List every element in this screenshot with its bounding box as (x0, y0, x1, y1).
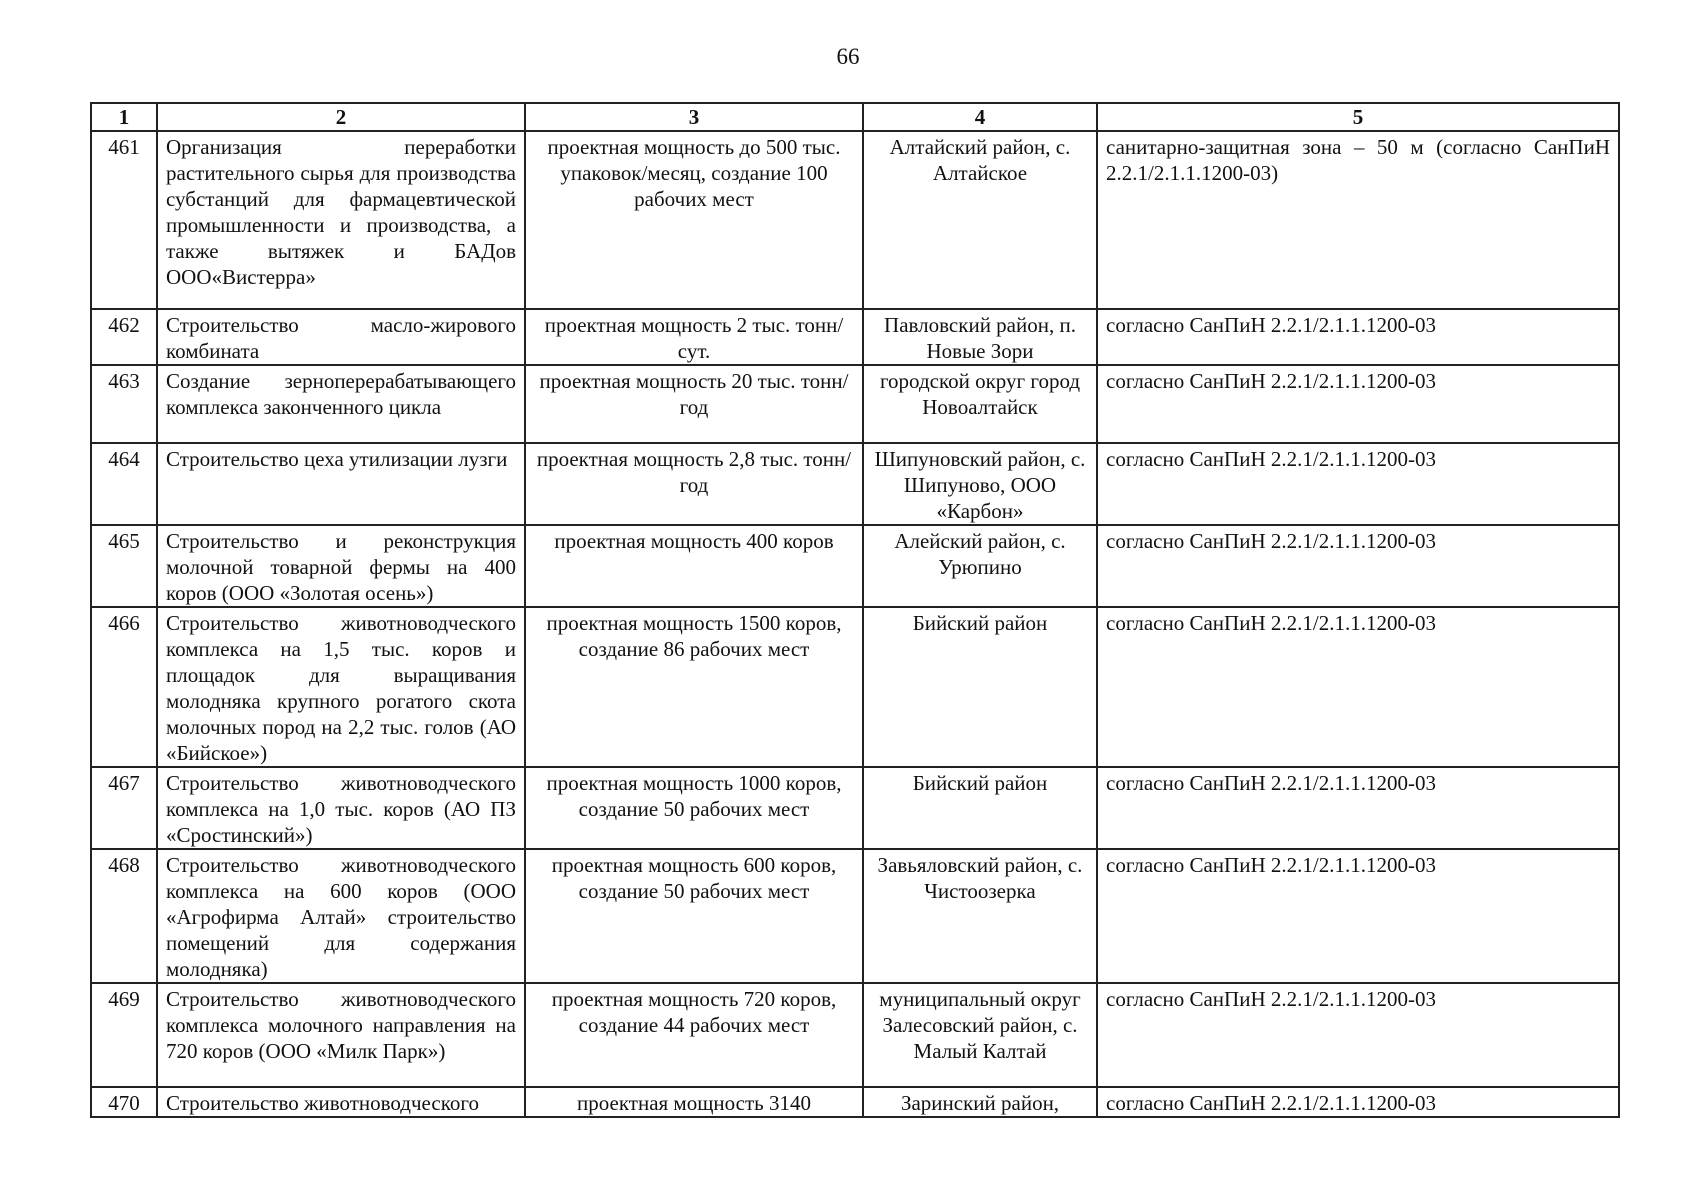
row-number: 468 (91, 849, 157, 983)
project-description: Строительство животноводческого комплекса на 1,0 тыс. коров (АО ПЗ «Сростинский») (157, 767, 525, 849)
row-number: 469 (91, 983, 157, 1087)
project-description: Строительство масло-жирового комбината (157, 309, 525, 365)
table-row (91, 607, 1619, 767)
row-number: 466 (91, 607, 157, 767)
table-row (91, 1087, 1619, 1117)
row-number: 465 (91, 525, 157, 607)
header-col-1: 1 (91, 103, 157, 131)
project-capacity: проектная мощность 20 тыс. тонн/год (525, 365, 863, 443)
project-location: Бийский район (863, 607, 1097, 767)
project-description: Строительство животноводческого комплекса на 1,5 тыс. коров и площадок для выращивания молодняка крупного рогатого скота молочных пород на 2,2 тыс. голов (АО «Бийское») (157, 607, 525, 767)
projects-table (90, 102, 1620, 1118)
page-number: 66 (836, 44, 860, 69)
project-location: Завьяловский район, с. Чистоозерка (863, 849, 1097, 983)
project-location: городской округ город Новоалтайск (863, 365, 1097, 443)
sanitary-note: согласно СанПиН 2.2.1/2.1.1.1200-03 (1097, 1087, 1619, 1117)
row-number: 467 (91, 767, 157, 849)
project-location: Павловский район, п. Новые Зори (863, 309, 1097, 365)
sanitary-note: согласно СанПиН 2.2.1/2.1.1.1200-03 (1097, 983, 1619, 1087)
project-location: муниципальный округ Залесовский район, с. Малый Калтай (863, 983, 1097, 1087)
header-col-3: 3 (525, 103, 863, 131)
sanitary-note: санитарно-защитная зона – 50 м (согласно СанПиН 2.2.1/2.1.1.1200-03) (1097, 131, 1619, 309)
project-location: Алейский район, с. Урюпино (863, 525, 1097, 607)
project-capacity: проектная мощность 2,8 тыс. тонн/год (525, 443, 863, 525)
project-capacity: проектная мощность 720 коров, создание 44 рабочих мест (525, 983, 863, 1087)
sanitary-note: согласно СанПиН 2.2.1/2.1.1.1200-03 (1097, 849, 1619, 983)
row-number: 462 (91, 309, 157, 365)
project-description: Строительство цеха утилизации лузги (157, 443, 525, 525)
project-description: Строительство животноводческого комплекса на 600 коров (ООО «Агрофирма Алтай» строительство помещений для содержания молодняка) (157, 849, 525, 983)
sanitary-note: согласно СанПиН 2.2.1/2.1.1.1200-03 (1097, 443, 1619, 525)
row-number: 463 (91, 365, 157, 443)
project-description: Организация переработки растительного сырья для производства субстанций для фармацевтической промышленности и производства, а также вытяжек и БАДов ООО«Вистерра» (157, 131, 525, 309)
table-header-row (91, 103, 1619, 131)
row-number: 470 (91, 1087, 157, 1117)
project-description: Строительство животноводческого (157, 1087, 525, 1117)
project-location: Алтайский район, с. Алтайское (863, 131, 1097, 309)
project-capacity: проектная мощность 1500 коров, создание 86 рабочих мест (525, 607, 863, 767)
header-col-2: 2 (157, 103, 525, 131)
header-col-5: 5 (1097, 103, 1619, 131)
sanitary-note: согласно СанПиН 2.2.1/2.1.1.1200-03 (1097, 767, 1619, 849)
table-row (91, 131, 1619, 309)
table-row (91, 365, 1619, 443)
project-capacity: проектная мощность 3140 (525, 1087, 863, 1117)
project-location: Шипуновский район, с. Шипуново, ООО «Карбон» (863, 443, 1097, 525)
table-row (91, 983, 1619, 1087)
table-row (91, 443, 1619, 525)
header-col-4: 4 (863, 103, 1097, 131)
project-description: Строительство животноводческого комплекса молочного направления на 720 коров (ООО «Милк Парк») (157, 983, 525, 1087)
table-row (91, 525, 1619, 607)
sanitary-note: согласно СанПиН 2.2.1/2.1.1.1200-03 (1097, 309, 1619, 365)
table-row (91, 767, 1619, 849)
project-capacity: проектная мощность 600 коров, создание 50 рабочих мест (525, 849, 863, 983)
row-number: 461 (91, 131, 157, 309)
project-capacity: проектная мощность до 500 тыс. упаковок/месяц, создание 100 рабочих мест (525, 131, 863, 309)
sanitary-note: согласно СанПиН 2.2.1/2.1.1.1200-03 (1097, 607, 1619, 767)
sanitary-note: согласно СанПиН 2.2.1/2.1.1.1200-03 (1097, 365, 1619, 443)
project-description: Строительство и реконструкция молочной товарной фермы на 400 коров (ООО «Золотая осень») (157, 525, 525, 607)
sanitary-note: согласно СанПиН 2.2.1/2.1.1.1200-03 (1097, 525, 1619, 607)
project-location: Бийский район (863, 767, 1097, 849)
project-description: Создание зерноперерабатывающего комплекса законченного цикла (157, 365, 525, 443)
project-capacity: проектная мощность 400 коров (525, 525, 863, 607)
project-location: Заринский район, (863, 1087, 1097, 1117)
project-capacity: проектная мощность 1000 коров, создание 50 рабочих мест (525, 767, 863, 849)
table-row (91, 309, 1619, 365)
table-row (91, 849, 1619, 983)
project-capacity: проектная мощность 2 тыс. тонн/сут. (525, 309, 863, 365)
row-number: 464 (91, 443, 157, 525)
